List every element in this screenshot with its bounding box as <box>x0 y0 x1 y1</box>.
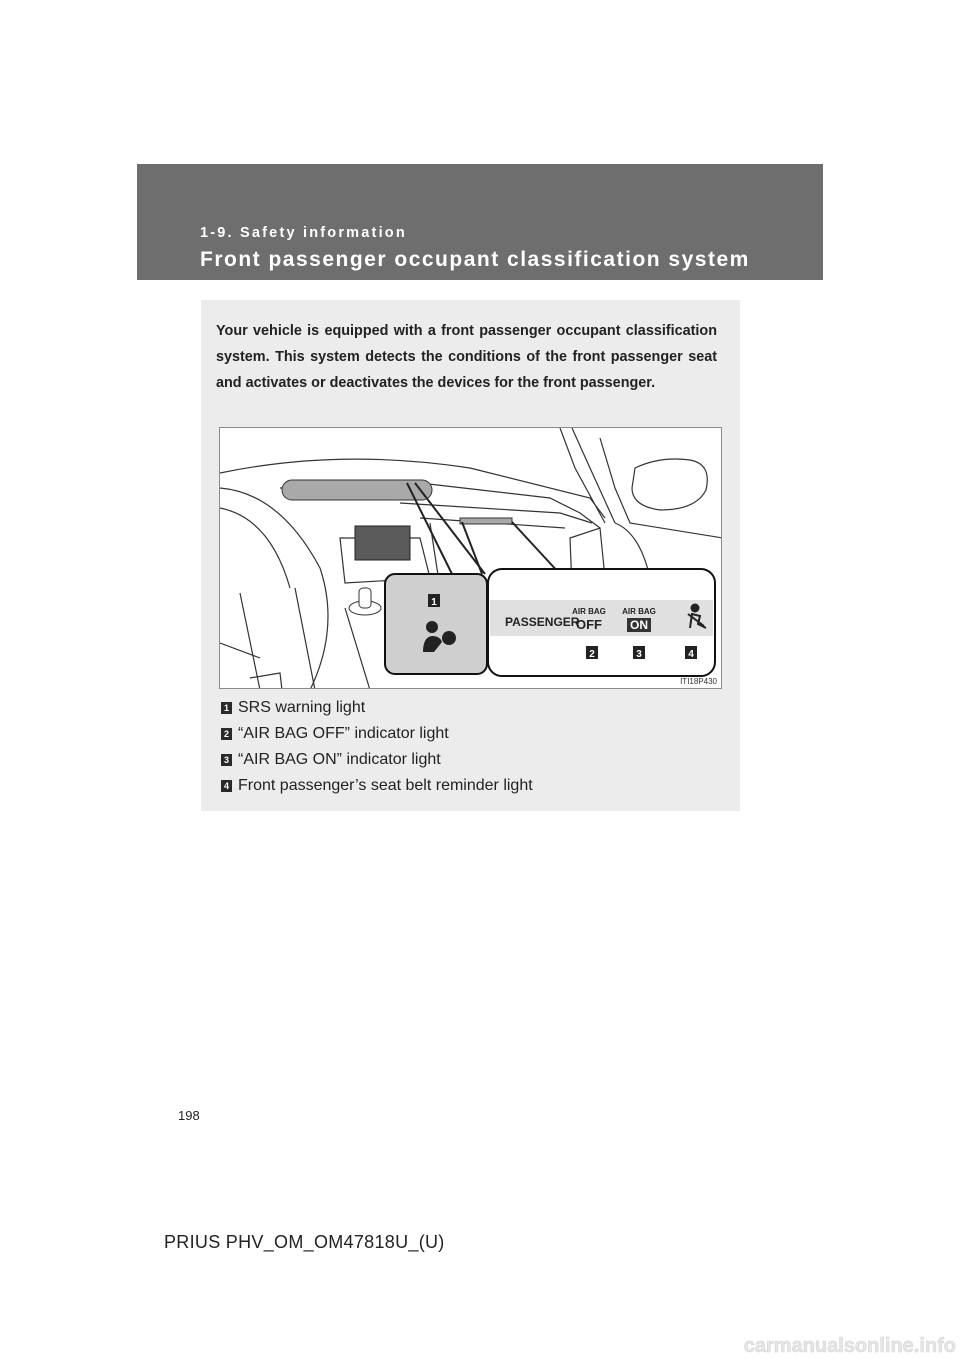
gear-shifter <box>349 588 381 615</box>
panel-airbag-on-label: AIR BAG <box>622 607 656 616</box>
intro-paragraph: Your vehicle is equipped with a front passenger occupant classification system. This system detects the conditions of the front passenger seat and activates or deactivates the devices for the front passenger. <box>216 323 717 391</box>
document-code: PRIUS PHV_OM_OM47818U_(U) <box>164 1232 445 1252</box>
legend-item <box>221 773 721 799</box>
page-title: Front passenger occupant classification system <box>200 248 750 271</box>
image-code: ITI18P430 <box>680 677 717 686</box>
panel-on-text: ON <box>630 618 648 632</box>
legend-label: “AIR BAG ON” indicator light <box>238 751 441 768</box>
dashboard-drawing <box>220 428 722 689</box>
legend-list <box>221 695 721 799</box>
dashboard-illustration <box>219 427 722 689</box>
callout-badge-2-text: 2 <box>589 649 595 660</box>
legend-label: SRS warning light <box>238 699 366 716</box>
center-display <box>355 526 410 560</box>
legend-item <box>221 695 721 721</box>
watermark-text: carmanualsonline.info <box>743 1335 956 1357</box>
panel-passenger-text: PASSENGER <box>505 615 580 629</box>
panel-off-text: OFF <box>576 617 602 632</box>
section-header <box>137 164 823 280</box>
legend-number-badge: 4 <box>221 780 232 792</box>
info-box <box>201 300 740 811</box>
legend-item <box>221 721 721 747</box>
callout-badge-4-text: 4 <box>688 649 694 660</box>
page-number: 198 <box>178 1108 200 1123</box>
panel-airbag-off-label: AIR BAG <box>572 607 606 616</box>
legend-label: Front passenger’s seat belt reminder light <box>238 777 533 794</box>
legend-item <box>221 747 721 773</box>
callout-badge-3-text: 3 <box>636 649 642 660</box>
watermark-logo <box>660 1330 960 1358</box>
legend-label: “AIR BAG OFF” indicator light <box>238 725 449 742</box>
legend-number-badge: 3 <box>221 754 232 766</box>
side-mirror <box>632 459 707 510</box>
legend-number-badge: 1 <box>221 702 232 714</box>
passenger-indicator-strip <box>460 518 512 524</box>
legend-number-badge: 2 <box>221 728 232 740</box>
section-label: 1-9. Safety information <box>200 225 407 241</box>
callout-badge-1-text: 1 <box>431 597 437 608</box>
